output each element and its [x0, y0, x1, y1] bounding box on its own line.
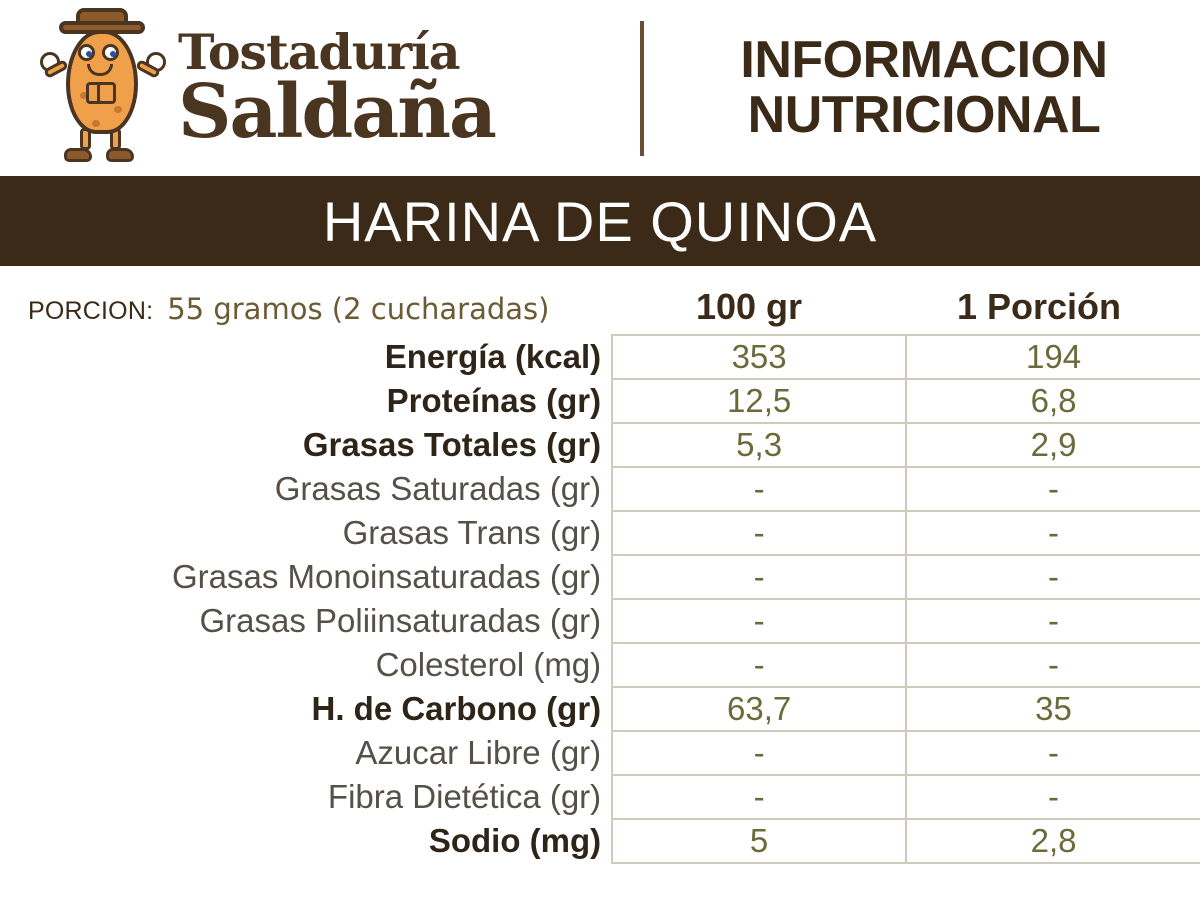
product-name-bar [0, 176, 1200, 266]
value-100gr: 353 [612, 335, 906, 379]
value-portion: 2,9 [906, 423, 1200, 467]
table-row [0, 335, 1200, 379]
portion-label: PORCION: [28, 297, 154, 325]
table-row [0, 379, 1200, 423]
table-row [0, 555, 1200, 599]
nutrient-label: Proteínas (gr) [386, 382, 602, 419]
value-portion: 2,8 [906, 819, 1200, 863]
nutrient-label: Grasas Saturadas (gr) [274, 470, 602, 507]
nutrient-label: Sodio (mg) [428, 822, 602, 859]
table-row [0, 819, 1200, 863]
value-portion: 35 [906, 687, 1200, 731]
page-title-line-1: INFORMACION [740, 31, 1108, 90]
value-portion: - [906, 643, 1200, 687]
nutrient-label: Grasas Monoinsaturadas (gr) [171, 558, 602, 595]
nutrient-label: Grasas Totales (gr) [302, 426, 602, 463]
value-portion: - [906, 555, 1200, 599]
value-100gr: 12,5 [612, 379, 906, 423]
column-header-100gr: 100 gr [695, 286, 803, 327]
table-row [0, 775, 1200, 819]
nutrition-table [0, 334, 1200, 864]
nutrient-label: Fibra Dietética (gr) [327, 778, 602, 815]
vertical-divider-icon [640, 21, 644, 156]
value-100gr: - [612, 599, 906, 643]
brand-wordmark [178, 23, 495, 155]
value-100gr: 5 [612, 819, 906, 863]
value-100gr: - [612, 467, 906, 511]
table-row [0, 643, 1200, 687]
value-portion: - [906, 731, 1200, 775]
value-portion: - [906, 511, 1200, 555]
table-row [0, 731, 1200, 775]
value-100gr: 5,3 [612, 423, 906, 467]
value-portion: 6,8 [906, 379, 1200, 423]
nutrient-label: Energía (kcal) [384, 338, 602, 375]
value-100gr: - [612, 643, 906, 687]
product-name: HARINA DE QUINOA [322, 189, 878, 253]
column-header-portion: 1 Porción [956, 286, 1122, 327]
value-portion: - [906, 467, 1200, 511]
brand-block [40, 0, 640, 176]
value-100gr: - [612, 511, 906, 555]
table-row [0, 687, 1200, 731]
nutrient-label: Grasas Trans (gr) [342, 514, 602, 551]
portion-value: 55 gramos (2 cucharadas) [167, 292, 550, 326]
value-portion: 194 [906, 335, 1200, 379]
table-row [0, 467, 1200, 511]
value-100gr: - [612, 555, 906, 599]
table-row [0, 423, 1200, 467]
label-header [0, 0, 1200, 176]
table-row [0, 511, 1200, 555]
portion-block [0, 292, 604, 334]
brand-line-2: Saldaña [178, 68, 495, 155]
nutrient-label: Grasas Poliinsaturadas (gr) [199, 602, 602, 639]
value-100gr: 63,7 [612, 687, 906, 731]
brand-line-1: Tostaduría [178, 23, 460, 82]
portion-and-column-headers [0, 266, 1200, 334]
value-100gr: - [612, 775, 906, 819]
value-100gr: - [612, 731, 906, 775]
page-title [666, 33, 1200, 142]
value-portion: - [906, 599, 1200, 643]
value-portion: - [906, 775, 1200, 819]
page-title-line-2: NUTRICIONAL [747, 86, 1101, 144]
nutrient-label: H. de Carbono (gr) [311, 690, 602, 727]
peanut-mascot-icon [40, 8, 170, 168]
nutrient-label: Azucar Libre (gr) [355, 734, 602, 771]
nutrient-label: Colesterol (mg) [375, 646, 602, 683]
table-row [0, 599, 1200, 643]
